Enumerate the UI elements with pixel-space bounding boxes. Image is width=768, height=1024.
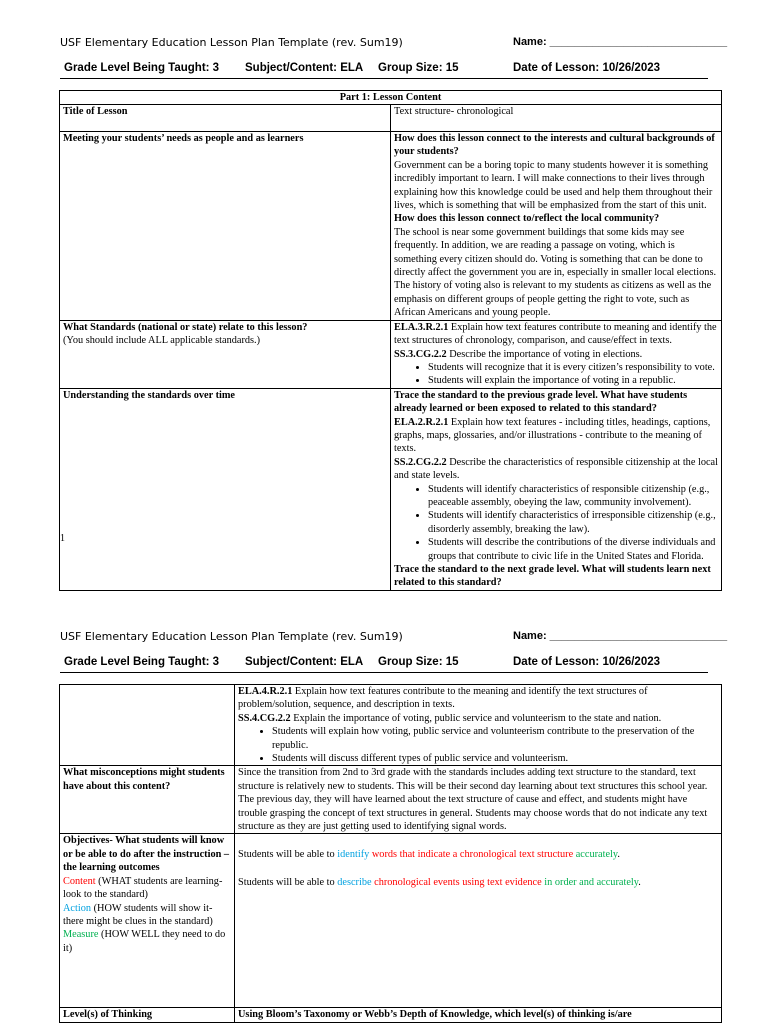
lesson-date: Date of Lesson: 10/26/2023: [513, 62, 661, 74]
list-item: • Students will recognize that it is every citizen’s responsibility to vote.: [428, 361, 718, 374]
objective-1-action: identify: [337, 849, 370, 861]
subject-content: Subject/Content: ELA: [245, 62, 364, 74]
template-title: USF Elementary Education Lesson Plan Template (rev. Sum19): [60, 630, 403, 643]
content-note: (WHAT students are learning- look to the standard): [63, 875, 223, 901]
group-size: Group Size: 15: [378, 62, 459, 74]
objective-1-prefix: Students will be able to: [238, 849, 338, 861]
next-standard-2-bullets: [238, 725, 718, 765]
trace-next-question: Trace the standard to the next grade level. What will students learn next related to this standard?: [394, 564, 711, 589]
list-item: • Students will discuss different types of public service and volunteerism.: [272, 752, 718, 765]
action-word: Action: [63, 902, 92, 914]
next-standard-1: [238, 685, 718, 712]
objectives-label-cell: [60, 834, 235, 1008]
previous-standard-2: [394, 456, 718, 483]
understanding-label: Understanding the standards over time: [60, 388, 391, 590]
standard-1-text: Explain how text features contribute to meaning and identify the text structures of chronology, comparison, and cause/effect in texts.: [394, 321, 717, 347]
page2-header: [0, 630, 768, 682]
standard-1: [394, 321, 718, 348]
meeting-answer-1: Government can be a boring topic to many students however it is something incredibly important to learn. I will make connections to their lives through explaining how this knowledge could be used and help them throughout their lives, which is something that will be emphasized from the start of this unit.: [394, 159, 713, 212]
meeting-question-2: How does this lesson connect to/reflect the local community?: [394, 213, 660, 225]
objectives-cell: [235, 834, 722, 1008]
list-item: • Students will identify characteristics of irresponsible citizenship (e.g., disorderly assembly, breaking the law).: [428, 509, 718, 536]
understanding-cell: [391, 388, 722, 590]
levels-question: Using Bloom’s Taxonomy or Webb’s Depth of Knowledge, which level(s) of thinking is/are: [235, 1008, 722, 1022]
next-standard-1-text: Explain how text features contribute to the meaning and identify the text structures of problem/solution, sequence, and description in texts.: [238, 686, 648, 711]
standard-2: [394, 348, 718, 361]
previous-standard-1-code: ELA.2.R.2.1: [394, 416, 449, 428]
meeting-needs-cell: [391, 132, 722, 321]
next-standard-2: [238, 712, 718, 725]
title-label: Title of Lesson: [60, 105, 391, 132]
lesson-info-row: [60, 656, 708, 673]
objective-2-measure: in order and accurately: [541, 876, 639, 888]
name-field: Name: _____________________________: [513, 630, 728, 642]
previous-standard-1: [394, 416, 718, 456]
next-standard-1-code: ELA.4.R.2.1: [238, 686, 293, 697]
objective-2-action: describe: [337, 876, 372, 888]
measure-legend: [63, 928, 231, 955]
title-value: Text structure- chronological: [391, 105, 722, 132]
part-title: Part 1: Lesson Content: [60, 91, 722, 105]
objective-1: [238, 848, 718, 861]
list-item: • Students will describe the contributions of the diverse individuals and groups that contribute to civic life in the United States and Florida.: [428, 536, 718, 563]
grade-level: Grade Level Being Taught: 3: [64, 62, 220, 74]
objective-2-end: .: [638, 876, 641, 888]
standard-1-code: ELA.3.R.2.1: [394, 321, 449, 333]
lesson-content-table: [59, 90, 722, 591]
previous-standard-2-bullets: [394, 483, 718, 563]
action-legend: [63, 902, 231, 929]
standard-2-text: Describe the importance of voting in elections.: [446, 348, 643, 360]
trace-previous-question: Trace the standard to the previous grade level. What have students already learned or been exposed to related to this standard?: [394, 389, 688, 415]
next-standards-cell: [235, 685, 722, 766]
blank-label-cell: [60, 685, 235, 766]
template-title: USF Elementary Education Lesson Plan Template (rev. Sum19): [60, 36, 403, 49]
objective-1-measure: accurately: [573, 849, 618, 861]
group-size: Group Size: 15: [378, 656, 459, 668]
subject-content: Subject/Content: ELA: [245, 656, 364, 668]
lesson-date: Date of Lesson: 10/26/2023: [513, 656, 661, 668]
standard-2-bullets: [394, 361, 718, 388]
lesson-content-table-continued: [59, 684, 722, 1023]
objective-1-end: .: [617, 849, 620, 861]
name-field: Name: _____________________________: [513, 36, 728, 48]
grade-level: Grade Level Being Taught: 3: [64, 656, 220, 668]
list-item: • Students will explain how voting, public service and volunteerism contribute to the preservation of the republic.: [272, 725, 718, 752]
page1-header: [0, 36, 768, 88]
standards-label-cell: [60, 320, 391, 388]
previous-standard-2-code: SS.2.CG.2.2: [394, 456, 447, 468]
previous-standard-2-text: Describe the characteristics of responsible citizenship at the local and state levels.: [394, 456, 718, 482]
content-legend: [63, 875, 231, 902]
meeting-question-1: How does this lesson connect to the interests and cultural backgrounds of your students?: [394, 133, 715, 158]
measure-note: (HOW WELL they need to do it): [63, 929, 226, 954]
objectives-label: Objectives- What students will know or be able to do after the instruction – the learning outcomes: [63, 835, 230, 874]
objective-2-content: chronological events using text evidence: [371, 876, 542, 888]
standards-note: (You should include ALL applicable standards.): [63, 335, 261, 347]
meeting-needs-label: Meeting your students’ needs as people and as learners: [60, 132, 391, 321]
meeting-answer-2: The school is near some government buildings that some kids may see frequently. In addition, we are reading a passage on voting, which is something every citizen should do. Voting is something that can be done to directly affect the government you are in, especially in smaller local elections. The history of voting also is relevant to my students as citizens as well as the emphasis on different groups of people getting the right to vote, such as African Americans and young people.: [394, 226, 717, 319]
standards-label: What Standards (national or state) relate to this lesson?: [63, 321, 308, 333]
content-word: Content: [63, 875, 96, 887]
standards-cell: [391, 320, 722, 388]
misconceptions-label: What misconceptions might students have about this content?: [60, 766, 235, 834]
levels-label: Level(s) of Thinking: [60, 1008, 235, 1022]
list-item: • Students will explain the importance of voting in a republic.: [428, 374, 718, 387]
page-number: 1: [60, 533, 65, 544]
previous-standard-1-text: Explain how text features - including titles, headings, captions, graphs, maps, glossaries, and/or illustrations - contribute to the meaning of texts.: [394, 416, 711, 455]
measure-word: Measure: [63, 929, 99, 941]
next-standard-2-text: Explain the importance of voting, public service and volunteerism to the state and nation.: [290, 712, 662, 724]
standard-2-code: SS.3.CG.2.2: [394, 348, 447, 360]
lesson-info-row: [60, 62, 708, 79]
action-note: (HOW students will show it- there might be clues in the standard): [63, 902, 213, 927]
objective-2-prefix: Students will be able to: [238, 876, 338, 888]
objective-1-content: words that indicate a chronological text structure: [369, 849, 574, 861]
misconceptions-text: Since the transition from 2nd to 3rd grade with the standards includes adding text structure to the standard, text structure is relatively new to students. This will be their second day learning about text structures this school year. The previous day, they will have learned about the text structure of cause and effect, and students might have trouble grasping the concept of text structures in general. Students may choose words that do not indicate any text structure as they are just getting used to identifying signal words.: [235, 766, 722, 834]
list-item: • Students will identify characteristics of responsible citizenship (e.g., peaceable assembly, obeying the law, community involvement).: [428, 483, 718, 510]
objective-2: [238, 876, 718, 889]
next-standard-2-code: SS.4.CG.2.2: [238, 712, 291, 724]
